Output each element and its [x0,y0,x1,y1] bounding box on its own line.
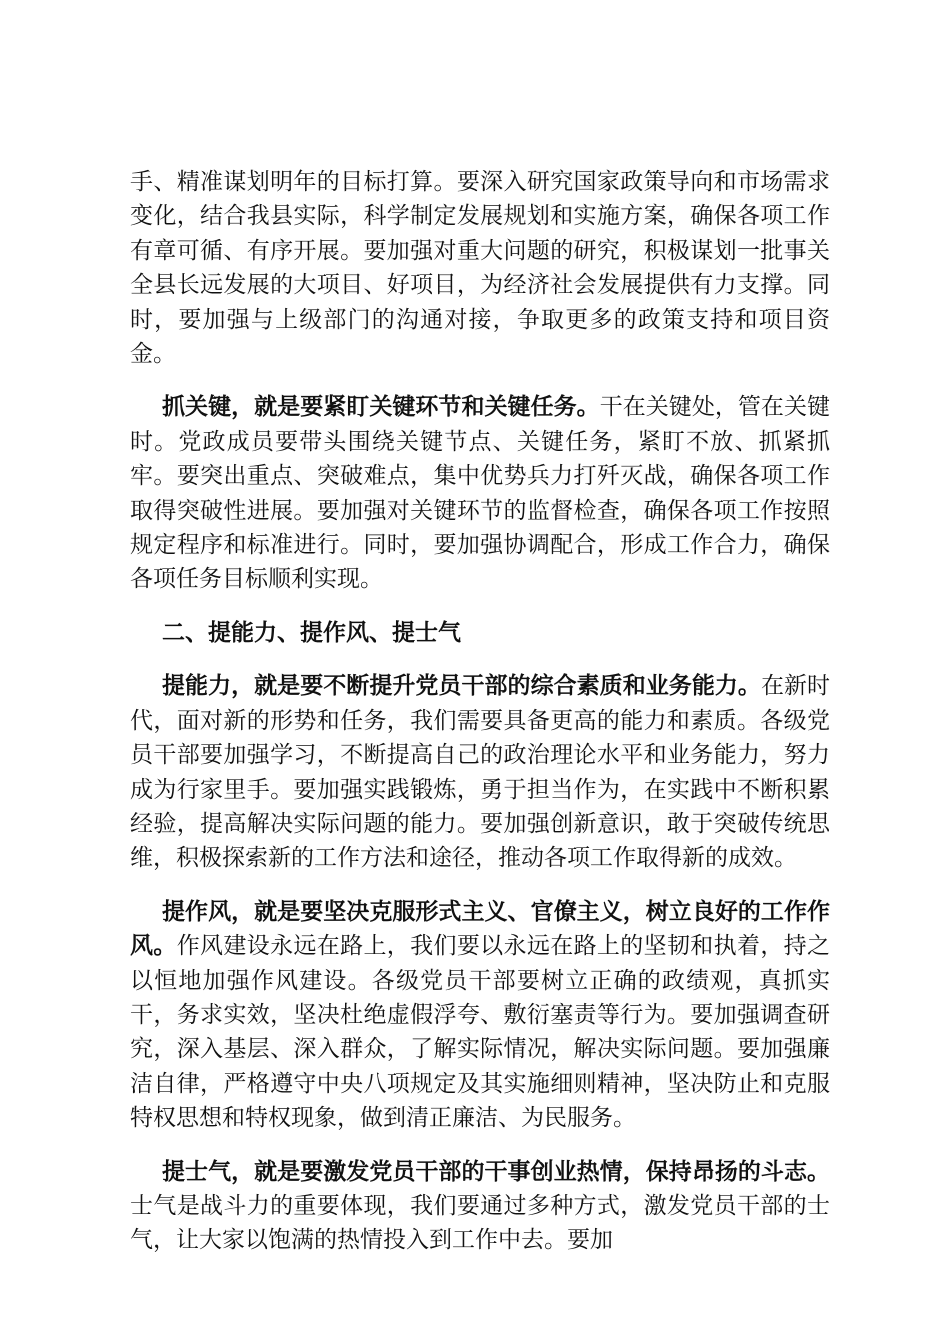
paragraph-morale [130,1155,830,1258]
paragraph-body: 士气是战斗力的重要体现，我们要通过多种方式，激发党员干部的士气，让大家以饱满的热情投入到工作中去。要加 [130,1192,830,1254]
paragraph-lead: 提能力，就是要不断提升党员干部的综合素质和业务能力。 [162,672,761,700]
paragraph-body: 干在关键处，管在关键时。党政成员要带头围绕关键节点、关键任务，紧盯不放、抓紧抓牢。要突出重点、突破难点，集中优势兵力打歼灭战，确保各项工作取得突破性进展。要加强对关键环节的监督检查，确保各项工作按照规定程序和标准进行。同时，要加强协调配合，形成工作合力，确保各项任务目标顺利实现。 [130,394,831,593]
paragraph-body: 在新时代，面对新的形势和任务，我们需要具备更高的能力和素质。各级党员干部要加强学习，不断提高自己的政治理论水平和业务能力，努力成为行家里手。要加强实践锻炼，勇于担当作为，在实践中不断积累经验，提高解决实际问题的能力。要加强创新意识，敢于突破传统思维，积极探索新的工作方法和途径，推动各项工作取得新的成效。 [130,673,831,872]
section-heading: 二、提能力、提作风、提士气 [162,618,461,646]
document-page [130,165,830,1277]
paragraph-body: 手、精准谋划明年的目标打算。要深入研究国家政策导向和市场需求变化，结合我县实际，科学制定发展规划和实施方案，确保各项工作有章可循、有序开展。要加强对重大问题的研究，积极谋划一批事关全县长远发展的大项目、好项目，为经济社会发展提供有力支撑。同时，要加强与上级部门的沟通对接，争取更多的政策支持和项目资金。 [130,169,830,368]
paragraph-key-tasks [130,390,830,596]
paragraph-ability [130,669,830,875]
paragraph-lead: 抓关键，就是要紧盯关键环节和关键任务。 [162,393,600,421]
paragraph-planning [130,165,830,371]
paragraph-lead: 提作风，就是要坚决克服形式主义、官僚主义，树立良好的工作作风。 [130,897,830,960]
paragraph-body: 作风建设永远在路上，我们要以永远在路上的坚韧和执着，持之以恒地加强作风建设。各级党员干部要树立正确的政绩观，真抓实干，务求实效，坚决杜绝虚假浮夸、敷衍塞责等行为。要加强调查研究，深入基层、深入群众，了解实际情况，解决实际问题。要加强廉洁自律，严格遵守中央八项规定及其实施细则精神，坚决防止和克服特权思想和特权现象，做到清正廉洁、为民服务。 [130,933,831,1132]
paragraph-lead: 提士气，就是要激发党员干部的干事创业热情，保持昂扬的斗志。 [162,1157,830,1185]
paragraph-work-style [130,895,830,1136]
